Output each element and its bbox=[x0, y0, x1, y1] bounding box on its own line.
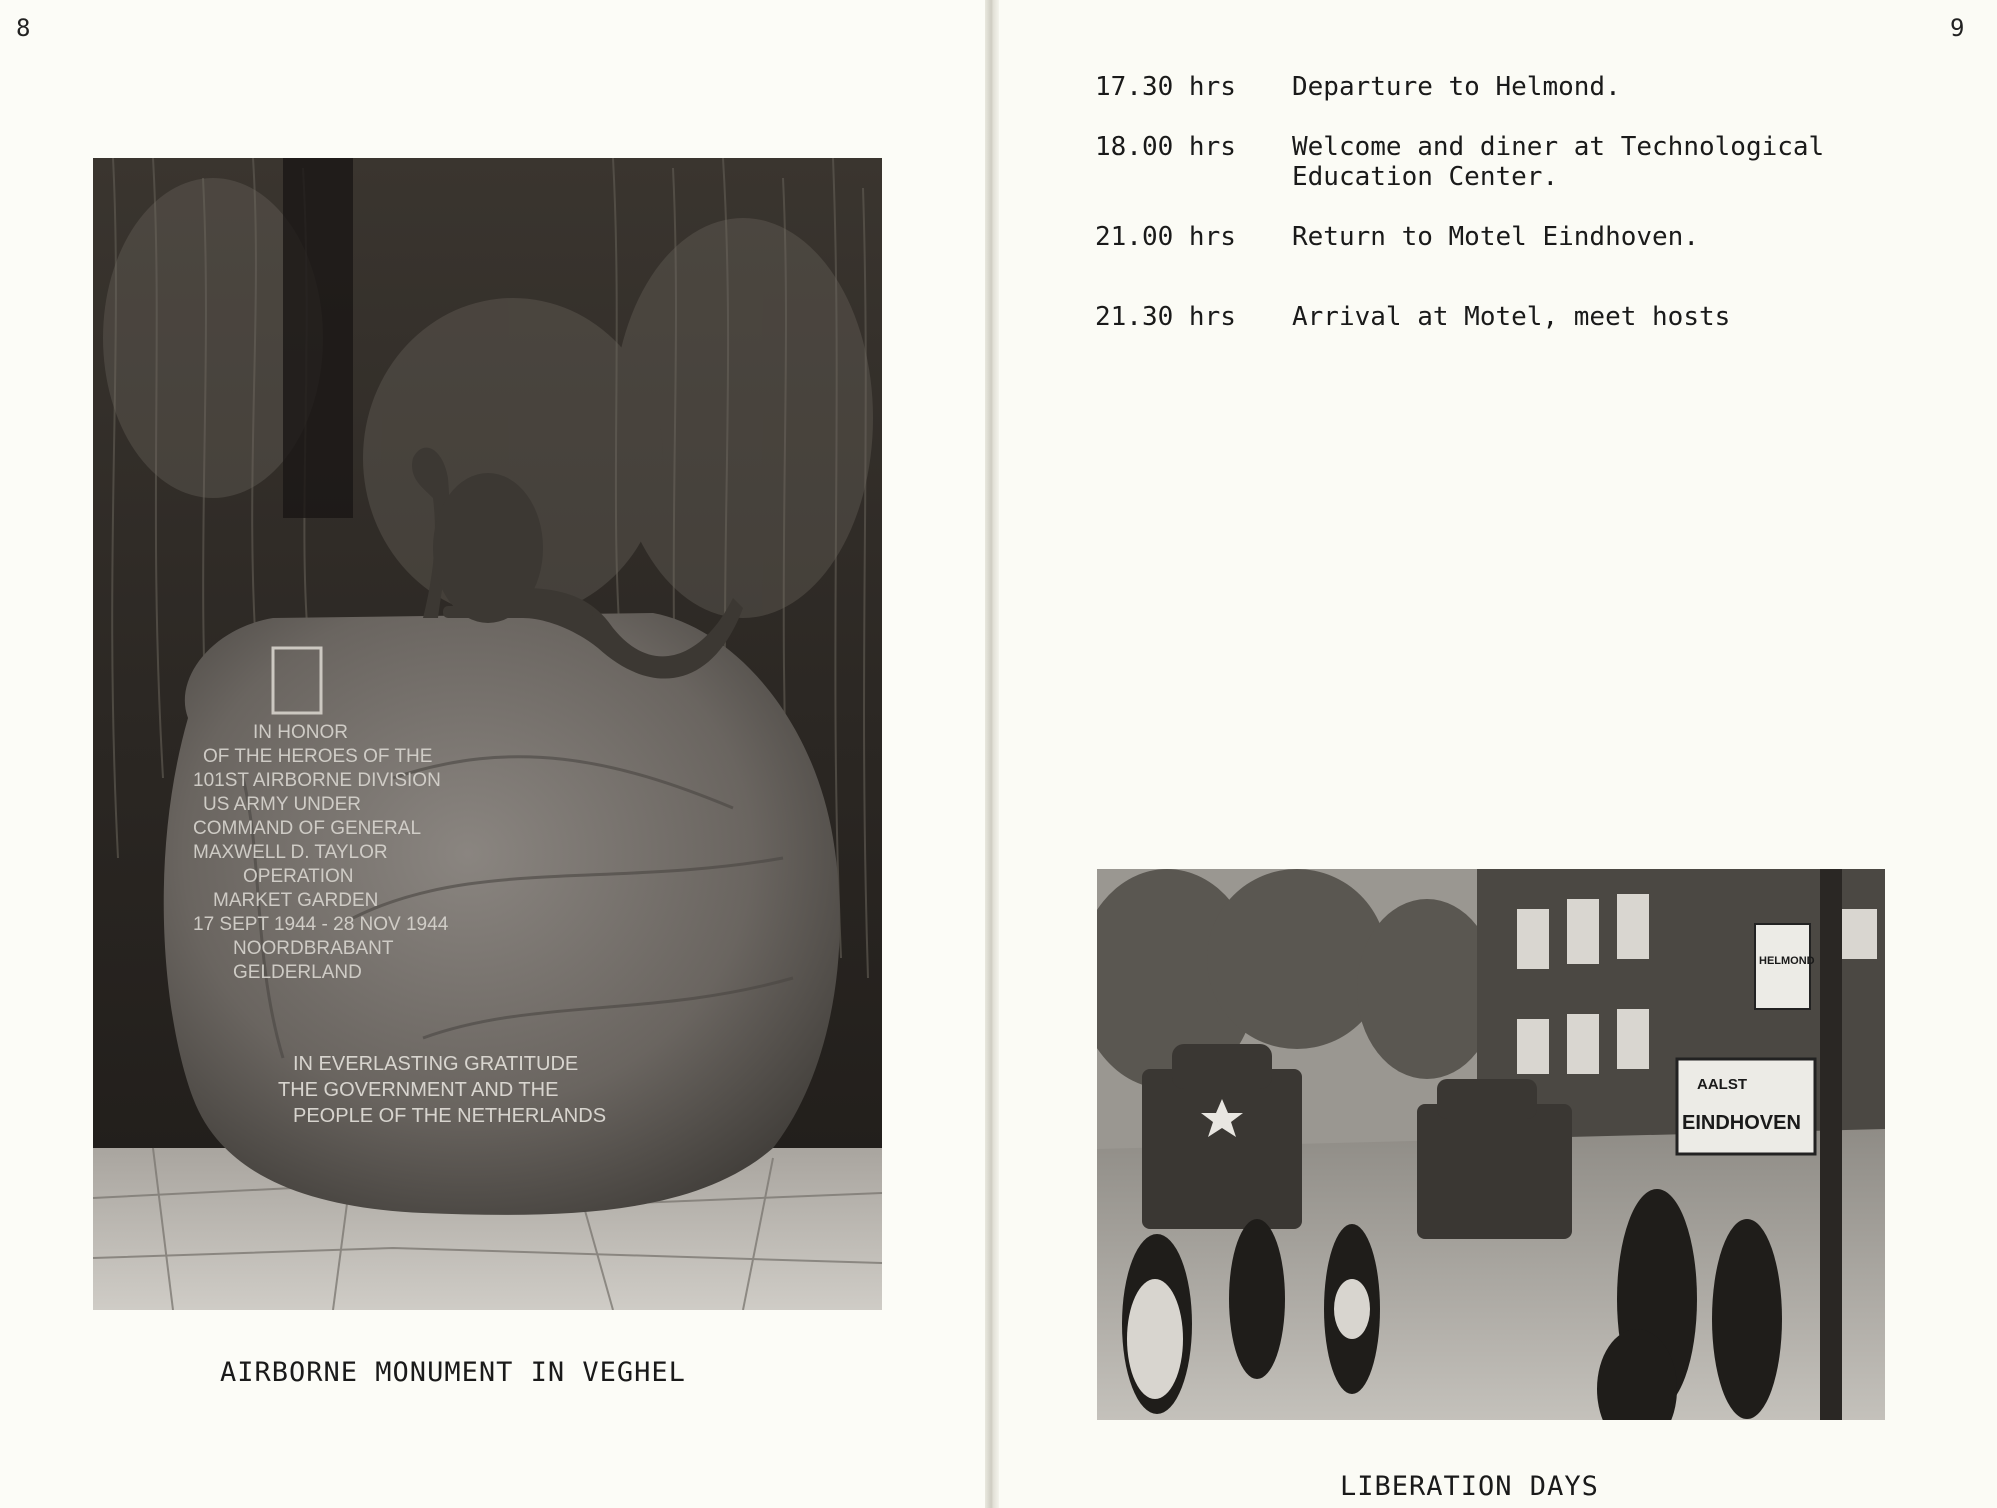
inscription-line-7: OPERATION bbox=[243, 866, 354, 887]
page-number-left: 8 bbox=[16, 14, 31, 42]
sign-aalst: AALST bbox=[1697, 1076, 1747, 1093]
schedule-row bbox=[1095, 302, 1952, 332]
schedule-row bbox=[1095, 72, 1952, 102]
schedule-row bbox=[1095, 222, 1952, 252]
inscription-line-3: 101ST AIRBORNE DIVISION bbox=[193, 770, 441, 791]
sign-helmond: HELMOND bbox=[1759, 955, 1815, 967]
page-number-right: 9 bbox=[1950, 14, 1965, 42]
inscription-line-10: NOORDBRABANT bbox=[233, 938, 394, 959]
schedule-description: Return to Motel Eindhoven. bbox=[1292, 222, 1699, 252]
schedule-time: 18.00 hrs bbox=[1095, 132, 1236, 162]
liberation-caption: LIBERATION DAYS bbox=[1340, 1471, 1599, 1502]
schedule-description: Arrival at Motel, meet hosts bbox=[1292, 302, 1731, 332]
inscription-line-2: OF THE HEROES OF THE bbox=[203, 746, 433, 767]
monument-photo bbox=[93, 158, 882, 1310]
inscription-line-8: MARKET GARDEN bbox=[213, 890, 379, 911]
inscription-line-1: IN HONOR bbox=[253, 722, 348, 743]
schedule-time: 17.30 hrs bbox=[1095, 72, 1236, 102]
inscription-line-5: COMMAND OF GENERAL bbox=[193, 818, 422, 839]
inscription-line-9: 17 SEPT 1944 - 28 NOV 1944 bbox=[193, 914, 449, 935]
schedule-time: 21.00 hrs bbox=[1095, 222, 1236, 252]
sign-eindhoven: EINDHOVEN bbox=[1682, 1112, 1801, 1134]
inscription-line-11: GELDERLAND bbox=[233, 962, 362, 983]
inscription-line-6: MAXWELL D. TAYLOR bbox=[193, 842, 388, 863]
inscription-line-4: US ARMY UNDER bbox=[203, 794, 362, 815]
schedule-row bbox=[1095, 132, 1952, 192]
schedule-time: 21.30 hrs bbox=[1095, 302, 1236, 332]
gratitude-line-3: PEOPLE OF THE NETHERLANDS bbox=[293, 1105, 607, 1127]
schedule-description: Welcome and diner at Technological Education Center. bbox=[1292, 132, 1825, 192]
schedule-description: Departure to Helmond. bbox=[1292, 72, 1621, 102]
monument-caption: AIRBORNE MONUMENT IN VEGHEL bbox=[220, 1357, 686, 1388]
gratitude-line-1: IN EVERLASTING GRATITUDE bbox=[293, 1053, 579, 1075]
book-gutter bbox=[985, 0, 999, 1508]
liberation-photo bbox=[1097, 869, 1885, 1420]
gratitude-line-2: THE GOVERNMENT AND THE bbox=[278, 1079, 559, 1101]
